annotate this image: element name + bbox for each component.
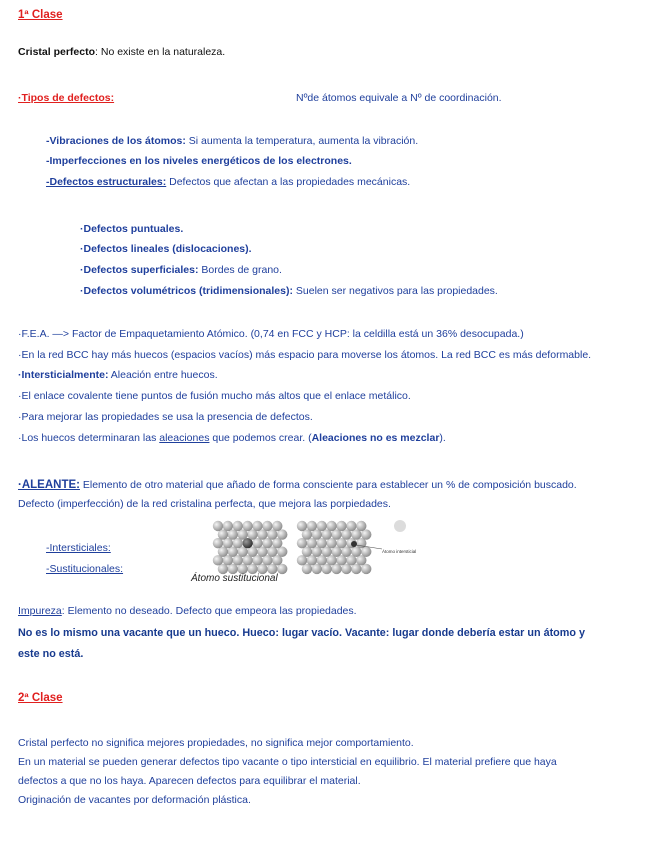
clase2-line: En un material se pueden generar defectos tipo vacante o tipo intersticial en equilibrio. El material prefiere que haya xyxy=(18,756,557,768)
lattice-atom xyxy=(336,521,346,531)
aleante-rest: Elemento de otro material que añado de forma consciente para establecer un % de composición buscado. xyxy=(79,479,577,491)
clase2-line: Originación de vacantes por deformación plástica. xyxy=(18,794,251,806)
clase2-title: 2ª Clase xyxy=(18,692,63,704)
tipo-item-bold: -Defectos estructurales: xyxy=(46,176,167,188)
subtipo-item xyxy=(80,264,282,277)
cristal-line xyxy=(18,46,225,59)
intersticiales-label: -Intersticiales: xyxy=(46,542,111,554)
tipo-item-bold: -Vibraciones de los átomos: xyxy=(46,135,186,147)
lattice-atom xyxy=(213,521,223,531)
lattice-atom xyxy=(356,521,366,531)
aleante-line xyxy=(18,479,577,492)
huecos-a: ·Los huecos determinaran las xyxy=(18,432,160,444)
intersticial-rest: Aleación entre huecos. xyxy=(108,369,218,381)
tipo-item-bold: -Imperfecciones en los niveles energéticos de los electrones. xyxy=(46,155,352,167)
lattice-atom xyxy=(242,521,252,531)
tipo-item xyxy=(46,176,410,189)
lattice-atom xyxy=(272,521,282,531)
subtipo-item xyxy=(80,223,183,236)
note-fea: ·F.E.A. —> Factor de Empaquetamiento Atómico. (0,74 en FCC y HCP: la celdilla está un 36% desocupada.) xyxy=(18,328,524,340)
subtipo-item xyxy=(80,243,252,256)
subtipo-item xyxy=(80,285,498,298)
tipo-item xyxy=(46,155,352,168)
cristal-rest: : No existe en la naturaleza. xyxy=(95,46,226,58)
decorative-circle xyxy=(394,520,406,532)
vacante-line2: este no está. xyxy=(18,648,84,660)
note-huecos xyxy=(18,432,446,445)
subtipo-bold: ·Defectos puntuales. xyxy=(80,223,184,235)
atom-label: Átomo intersticial xyxy=(382,549,417,554)
note-intersticial xyxy=(18,369,218,382)
impureza-rest: : Elemento no deseado. Defecto que empeora las propiedades. xyxy=(61,605,357,617)
subtipo-bold: ·Defectos lineales (dislocaciones). xyxy=(80,243,252,255)
interstitial-lattice-image xyxy=(296,520,417,570)
clase1-title: 1ª Clase xyxy=(18,9,63,21)
lattice-atom xyxy=(307,521,317,531)
lattice-atom xyxy=(233,521,243,531)
vacante-line1: No es lo mismo una vacante que un hueco. Hueco: lugar vacío. Vacante: lugar donde debería estar un átomo y xyxy=(18,627,585,639)
note-bcc: ·En la red BCC hay más huecos (espacios vacíos) más espacio para moverse los átomos. La red BCC es más deformable. xyxy=(18,349,592,361)
atomo-sustitucional-caption: Átomo sustitucional xyxy=(191,573,278,584)
lattice-atom xyxy=(262,521,272,531)
intersticial-label: ·Intersticialmente: xyxy=(18,369,109,381)
tipo-item-rest: Defectos que afectan a las propiedades mecánicas. xyxy=(166,176,411,188)
clase2-line: Cristal perfecto no significa mejores propiedades, no significa mejor comportamiento. xyxy=(18,737,414,749)
huecos-b: que podemos crear. ( xyxy=(209,432,312,444)
subtipo-bold: ·Defectos volumétricos (tridimensionales): xyxy=(80,285,293,297)
aleante-label: ·ALEANTE: xyxy=(18,479,80,491)
huecos-bold: Aleaciones no es mezclar xyxy=(311,432,440,444)
aleante-line2: Defecto (imperfección) de la red cristalina perfecta, que mejora las porpiedades. xyxy=(18,498,391,510)
tipo-item xyxy=(46,135,418,148)
tipos-title: ·Tipos de defectos: xyxy=(18,92,115,104)
impureza-line xyxy=(18,605,357,618)
lattice-atom xyxy=(252,521,262,531)
cristal-label: Cristal perfecto xyxy=(18,46,96,58)
subtipo-bold: ·Defectos superficiales: xyxy=(80,264,199,276)
lattice-atom xyxy=(326,521,336,531)
subtipo-rest: Bordes de grano. xyxy=(198,264,282,276)
lattice-atom xyxy=(346,521,356,531)
huecos-c: ). xyxy=(439,432,446,444)
lattice-atom xyxy=(297,521,307,531)
impureza-label: Impureza xyxy=(18,605,62,617)
tipos-note: Nºde átomos equivale a Nº de coordinación. xyxy=(296,92,502,104)
clase2-line: defectos a que no los haya. Aparecen defectos para equilibrar el material. xyxy=(18,775,361,787)
note-covalente: ·El enlace covalente tiene puntos de fusión mucho más altos que el enlace metálico. xyxy=(18,390,411,402)
subtipo-rest: Suelen ser negativos para las propiedades. xyxy=(292,285,498,297)
lattice-atom xyxy=(223,521,233,531)
note-mejorar: ·Para mejorar las propiedades se usa la presencia de defectos. xyxy=(18,411,313,423)
sustitucionales-label: -Sustitucionales: xyxy=(46,563,124,575)
lattice-atom xyxy=(317,521,327,531)
substitutional-lattice-image xyxy=(212,520,294,570)
aleaciones-link: aleaciones xyxy=(159,432,210,444)
interstitial-atom xyxy=(351,541,357,547)
tipo-item-rest: Si aumenta la temperatura, aumenta la vibración. xyxy=(185,135,419,147)
